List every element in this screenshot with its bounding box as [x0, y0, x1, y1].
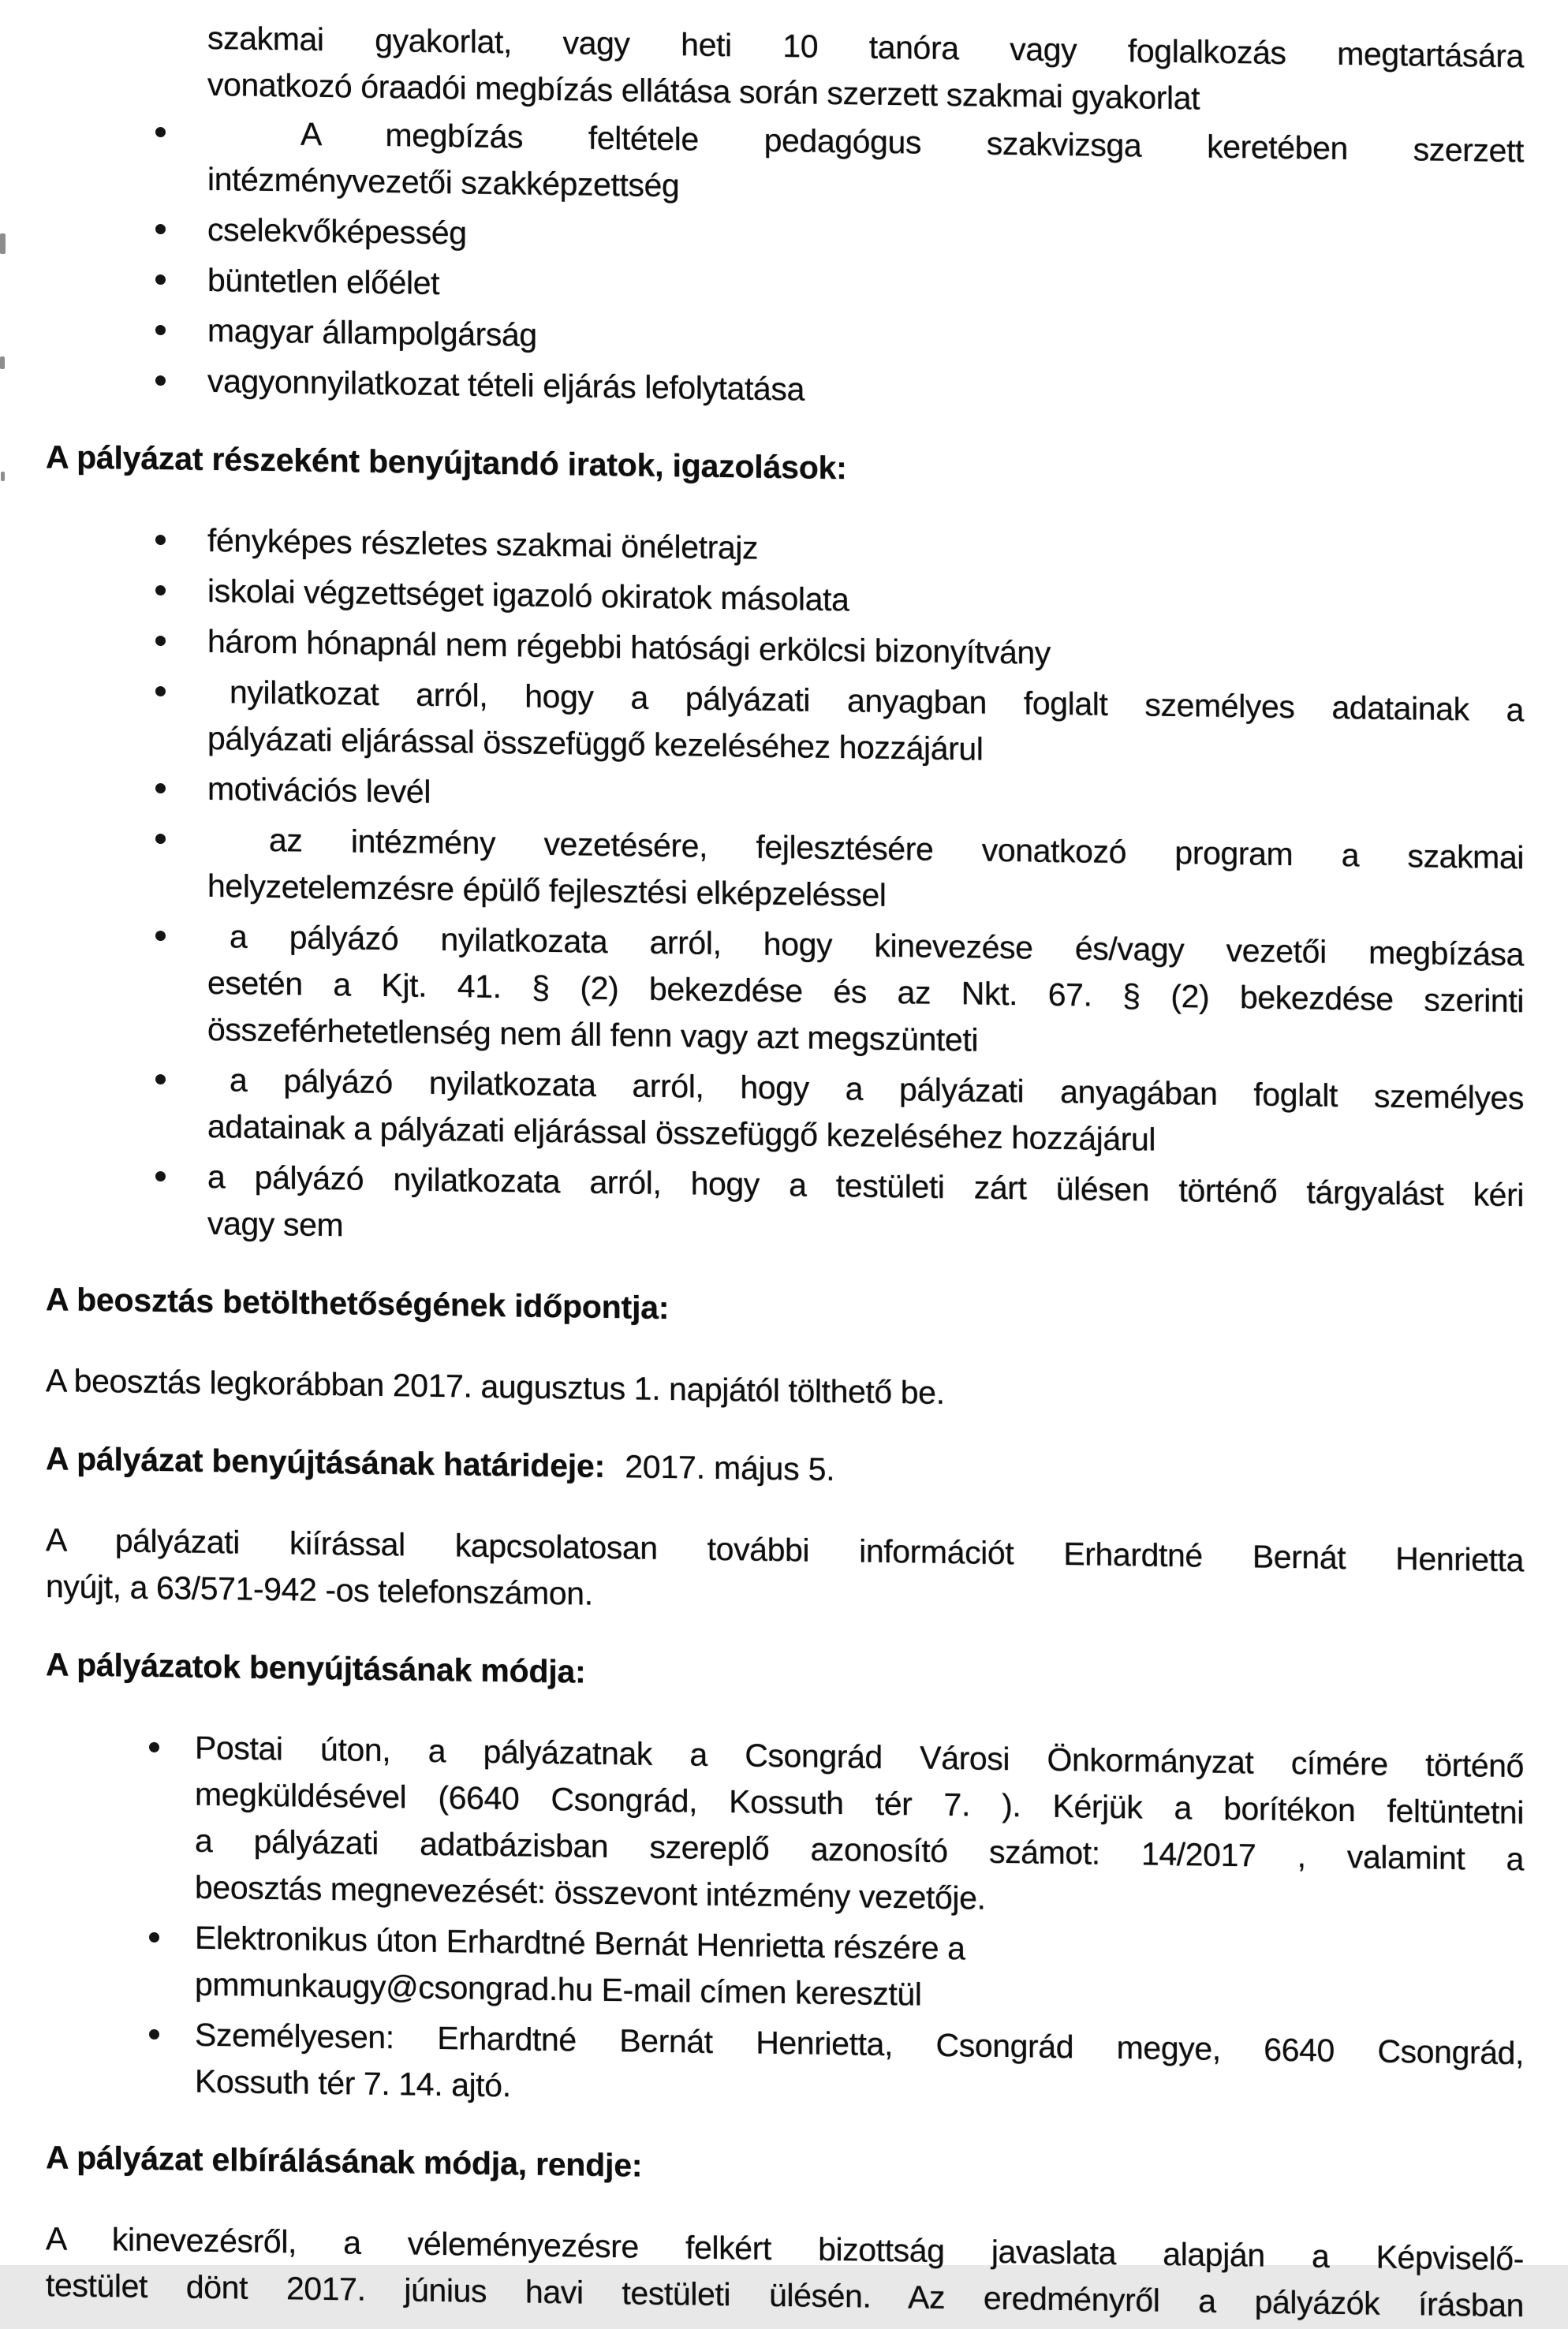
- text-line: vagy sem: [207, 1204, 344, 1244]
- section-submission: [46, 1641, 1524, 2123]
- scan-artifact-speck: [0, 356, 5, 369]
- list-item: [146, 2011, 1524, 2123]
- section-heading-evaluation: A pályázat elbírálásának módja, rendje:: [46, 2139, 643, 2184]
- scan-artifact-speck: [0, 233, 6, 254]
- text-line: beosztás megnevezését: összevont intézmény vezetője.: [195, 1868, 986, 1917]
- section-requirements: [46, 13, 1524, 423]
- text-line: adatainak a pályázati eljárással összefüggő kezeléséhez hozzájárul: [207, 1107, 1156, 1158]
- text-line: három hónapnál nem régebbi hatósági erkölcsi bizonyítvány: [207, 622, 1051, 671]
- evaluation-paragraph: [46, 2215, 1524, 2329]
- text-line: összeférhetetlenség nem áll fenn vagy azt megszünteti: [207, 1010, 979, 1058]
- section-heading-start-date: A beosztás betölthetőségének időpontja:: [46, 1281, 670, 1327]
- documents-list: [46, 515, 1524, 1265]
- text-line: A kinevezésről, a véleményezésre felkért bizottság javaslata alapján a Képviselő-: [46, 2220, 1524, 2278]
- text-line: motivációs levél: [207, 770, 431, 810]
- contact-info-paragraph: [46, 1517, 1524, 1630]
- text-line: a pályázati adatbázisban szereplő azonosító számot: 14/2017 , valamint a: [195, 1822, 1524, 1878]
- text-line: fényképes részletes szakmai önéletrajz: [207, 521, 759, 566]
- section-evaluation: [46, 2134, 1524, 2329]
- list-item: [152, 816, 1524, 927]
- text-line: esetén a Kjt. 41. § (2) bekezdése és az Nkt. 67. § (2) bekezdése szerinti: [207, 964, 1524, 1020]
- text-line: nyújt, a 63/571-942 -os telefonszámon.: [46, 1568, 593, 1612]
- section-heading-documents: A pályázat részeként benyújtandó iratok, igazolások:: [46, 439, 847, 487]
- text-line: helyzetelemzésre épülő fejlesztési elképzeléssel: [207, 867, 887, 913]
- list-item: [152, 668, 1524, 780]
- scan-artifact-speck: [1, 472, 5, 481]
- section-deadline: [46, 1435, 1524, 1502]
- list-item: [152, 1056, 1524, 1168]
- text-line: nyilatkozat arról, hogy a pályázati anyagban foglalt személyes adatainak a: [230, 674, 1524, 729]
- text-line: Személyesen: Erhardtné Bernát Henrietta, Csongrád megye, 6640 Csongrád,: [195, 2016, 1524, 2072]
- text-line: Kossuth tér 7. 14. ajtó.: [195, 2062, 511, 2104]
- text-line: magyar állampolgárság: [207, 312, 537, 353]
- continued-paragraph: [207, 15, 1524, 126]
- deadline-date: 2017. május 5.: [625, 1448, 835, 1487]
- requirements-list: [46, 107, 1524, 423]
- text-line: A megbízás feltétele pedagógus szakvizsga keretében szerzett: [301, 115, 1524, 170]
- text-line: a pályázó nyilatkozata arról, hogy kinevezése és/vagy vezetői megbízása: [230, 918, 1524, 973]
- text-line: cselekvőképesség: [207, 211, 467, 252]
- text-line: büntetlen előélet: [207, 261, 440, 301]
- list-item: [152, 913, 1524, 1071]
- text-line: a pályázó nyilatkozata arról, hogy a testületi zárt ülésen történő tárgyalást kéri: [207, 1158, 1524, 1214]
- text-line: Elektronikus úton Erhardtné Bernát Henrietta részére a: [195, 1919, 965, 1967]
- list-item: [146, 1914, 1043, 2020]
- list-item: [146, 1724, 1524, 1929]
- text-line: testület dönt 2017. június havi testületi ülésén. Az eredményről a pályázók írásban: [46, 2267, 1524, 2324]
- text-line: vagyonnyilatkozat tételi eljárás lefolytatása: [207, 362, 805, 408]
- document-content: [46, 13, 1524, 2329]
- section-documents: [46, 434, 1524, 1265]
- text-line: A pályázati kiírással kapcsolatosan további információt Erhardtné Bernát Henrietta: [46, 1521, 1524, 1579]
- section-heading-deadline: [46, 1435, 1524, 1502]
- text-line: a pályázó nyilatkozata arról, hogy a pályázati anyagában foglalt személyes: [230, 1062, 1524, 1117]
- text-line: vonatkozó óraadói megbízás ellátása során szerzett szakmai gyakorlat: [207, 65, 1200, 117]
- text-line: az intézmény vezetésére, fejlesztésére vonatkozó program a szakmai: [269, 821, 1524, 876]
- submission-list: [46, 1722, 1524, 2123]
- text-line: szakmai gyakorlat, vagy heti 10 tanóra vagy foglalkozás megtartására: [207, 19, 1524, 75]
- deadline-label: A pályázat benyújtásának határideje:: [46, 1440, 606, 1484]
- text-line: pmmunkaugy@csongrad.hu E-mail címen keresztül: [195, 1965, 922, 2013]
- list-item: [152, 1153, 1524, 1265]
- start-date-text: A beosztás legkorábban 2017. augusztus 1. napjától tölthető be.: [46, 1362, 945, 1411]
- text-line: Postai úton, a pályázatnak a Csongrád Városi Önkormányzat címére történő: [195, 1729, 1524, 1785]
- text-line: intézményvezetői szakképzettség: [207, 160, 680, 204]
- list-item: [152, 109, 1524, 221]
- section-heading-submission: A pályázatok benyújtásának módja:: [46, 1646, 586, 1690]
- text-line: iskolai végzettséget igazoló okiratok másolata: [207, 572, 849, 618]
- text-line: megküldésével (6640 Csongrád, Kossuth tér 7. ). Kérjük a borítékon feltüntetni: [195, 1775, 1524, 1831]
- text-line: pályázati eljárással összefüggő kezeléséhez hozzájárul: [207, 719, 984, 767]
- section-start-date: [46, 1276, 1524, 1424]
